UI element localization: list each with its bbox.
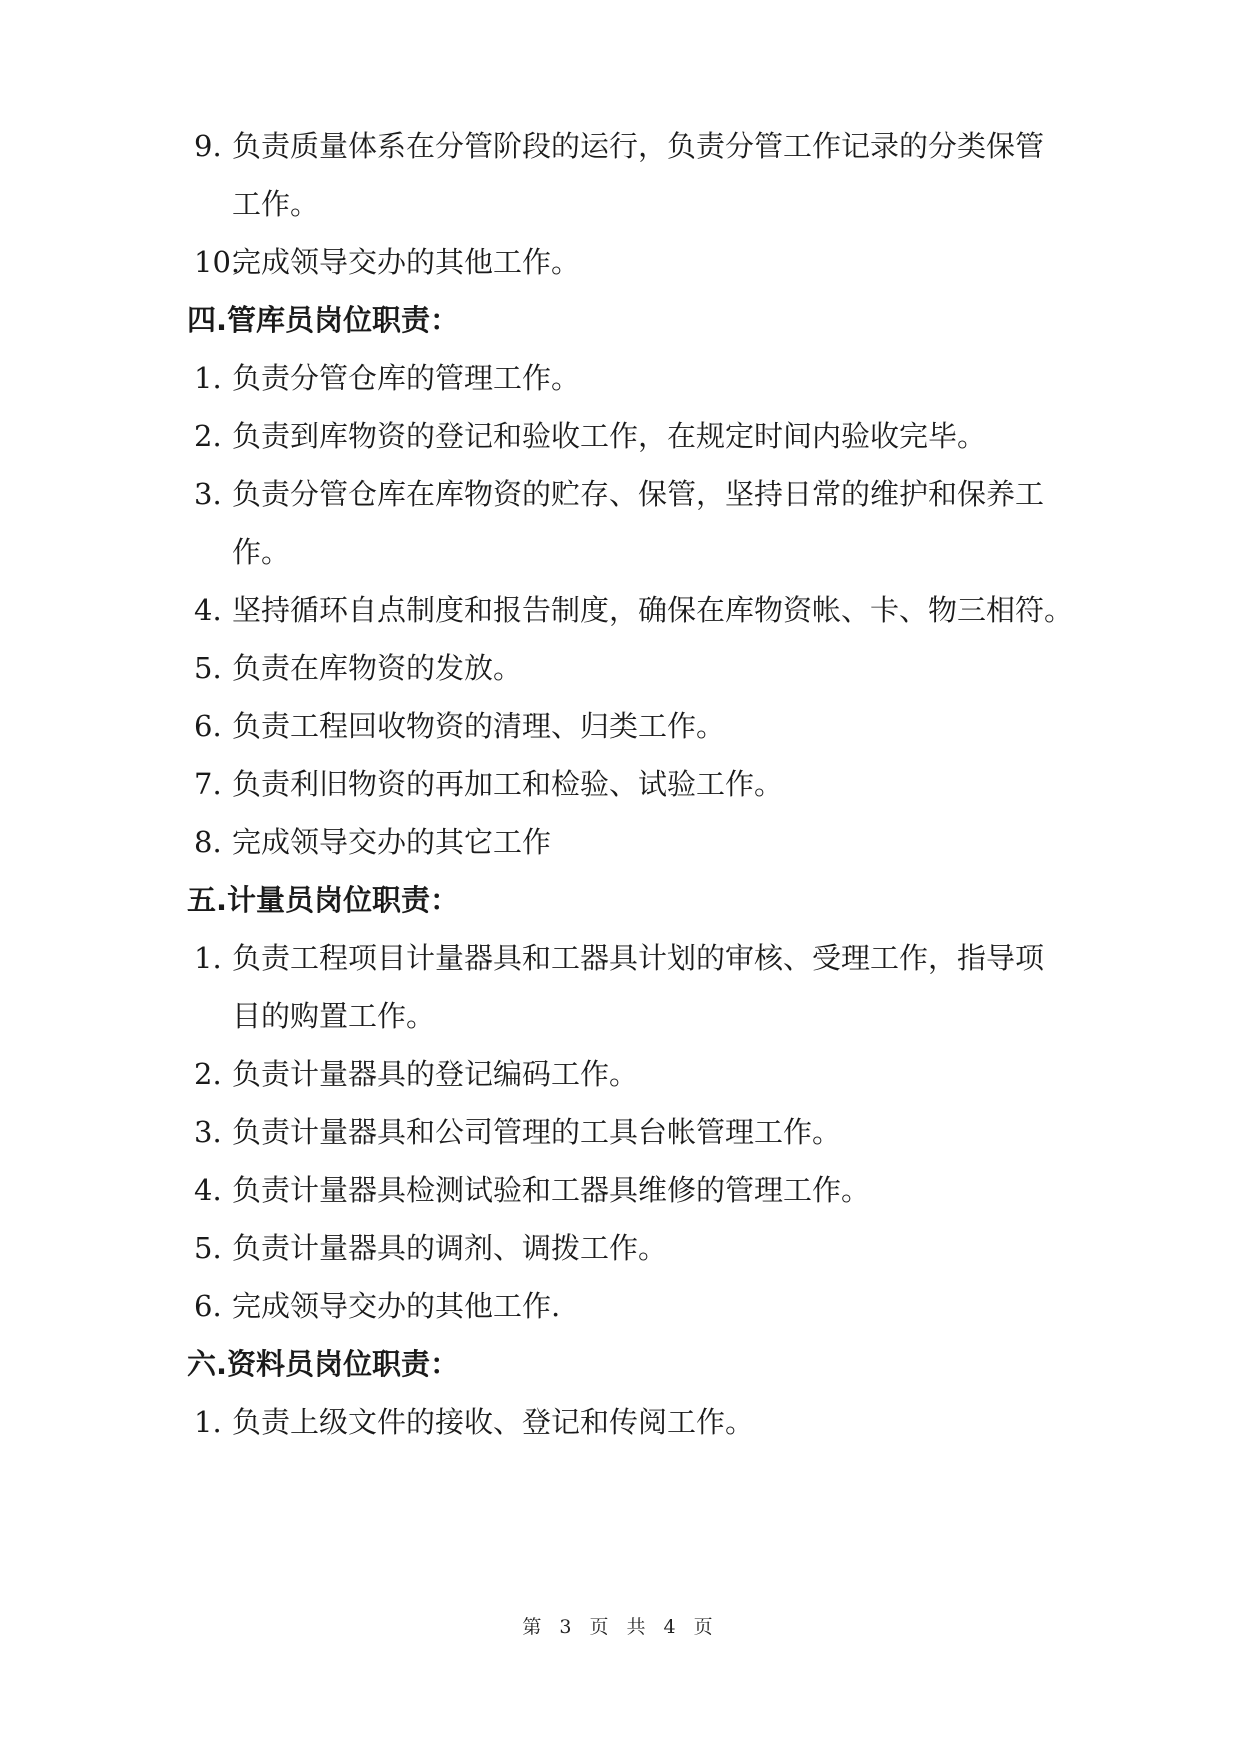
list-item: 4. 坚持循环自点制度和报告制度，确保在库物资帐、卡、物三相符。 bbox=[194, 593, 1074, 627]
list-item: 1. 负责工程项目计量器具和工器具计划的审核、受理工作，指导项 bbox=[194, 941, 1045, 975]
list-item-continuation: 目的购置工作。 bbox=[232, 999, 436, 1033]
list-item: 5. 负责计量器具的调剂、调拨工作。 bbox=[194, 1231, 668, 1265]
list-item: 3. 负责计量器具和公司管理的工具台帐管理工作。 bbox=[194, 1115, 842, 1149]
list-item: 6. 完成领导交办的其他工作. bbox=[194, 1289, 561, 1323]
section-heading: 四.管库员岗位职责： bbox=[187, 303, 460, 337]
page-footer: 第 3 页 共 4 页 bbox=[522, 1616, 719, 1638]
list-item-continuation: 作。 bbox=[232, 535, 291, 569]
list-item: 4. 负责计量器具检测试验和工器具维修的管理工作。 bbox=[194, 1173, 871, 1207]
list-item: 9. 负责质量体系在分管阶段的运行，负责分管工作记录的分类保管 bbox=[194, 129, 1045, 163]
list-item: 7. 负责利旧物资的再加工和检验、试验工作。 bbox=[194, 767, 784, 801]
section-heading: 五.计量员岗位职责： bbox=[187, 883, 460, 917]
list-item: 2. 负责计量器具的登记编码工作。 bbox=[194, 1057, 639, 1091]
list-item: 1. 负责上级文件的接收、登记和传阅工作。 bbox=[194, 1405, 755, 1439]
list-item: 8. 完成领导交办的其它工作 bbox=[194, 825, 552, 859]
list-item: 2. 负责到库物资的登记和验收工作，在规定时间内验收完毕。 bbox=[194, 419, 987, 453]
list-item: 5. 负责在库物资的发放。 bbox=[194, 651, 523, 685]
list-item: 3. 负责分管仓库在库物资的贮存、保管，坚持日常的维护和保养工 bbox=[194, 477, 1045, 511]
list-item: 6. 负责工程回收物资的清理、归类工作。 bbox=[194, 709, 726, 743]
list-item: 1. 负责分管仓库的管理工作。 bbox=[194, 361, 581, 395]
section-heading: 六.资料员岗位职责： bbox=[187, 1347, 460, 1381]
list-item: 10.完成领导交办的其他工作。 bbox=[194, 245, 581, 279]
list-item-continuation: 工作。 bbox=[232, 187, 320, 221]
